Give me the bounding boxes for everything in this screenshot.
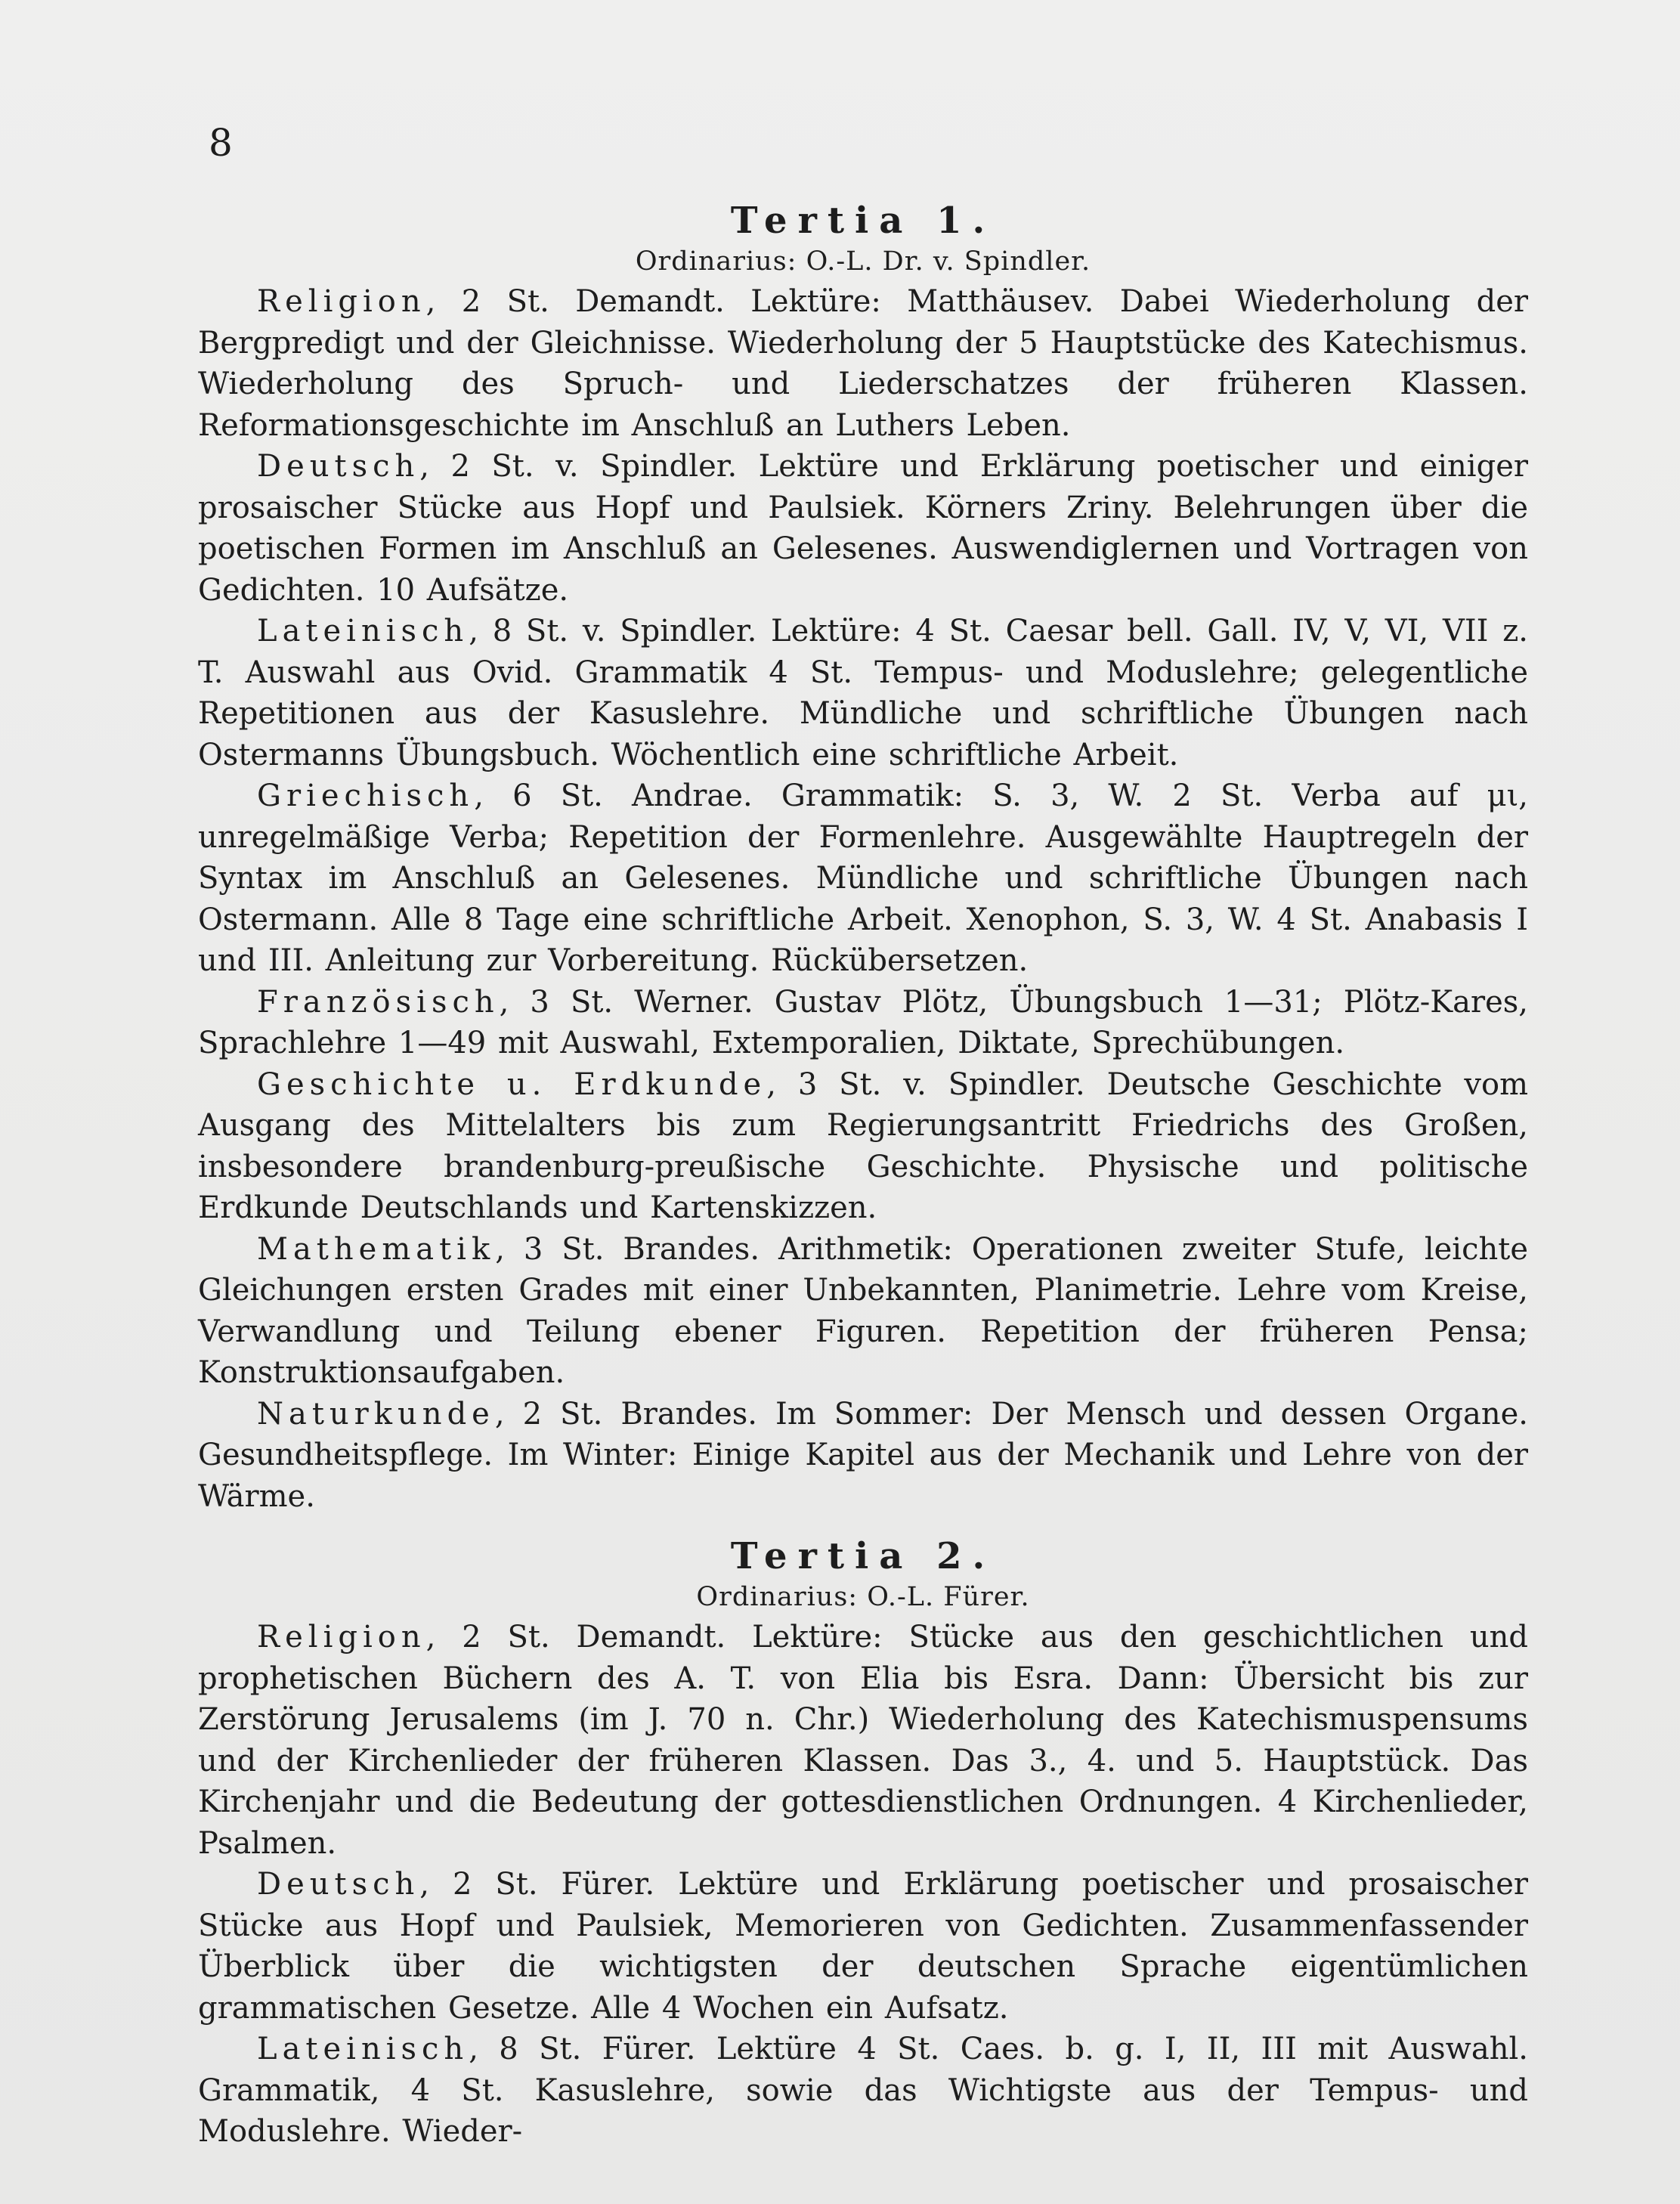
subject-heading: Lateinisch: [257, 2032, 469, 2066]
paragraph-text: , 3 St. Werner. Gustav Plötz, Übungsbuch 1—31; Plötz-Kares, Sprachlehre 1—49 mit Auswahl, Extemporalien, Diktate, Sprechübungen.: [198, 984, 1528, 1060]
page-content: [198, 198, 1528, 2153]
subject-heading: Deutsch: [257, 449, 420, 484]
page-number: 8: [209, 121, 233, 165]
subject-heading: Deutsch: [257, 1867, 420, 1902]
paragraph-deutsch: [198, 1864, 1528, 2029]
ordinarius-line: Ordinarius: O.-L. Fürer.: [696, 1582, 1030, 1612]
paragraph-text: , 2 St. Brandes. Im Sommer: Der Mensch und dessen Organe. Gesundheitspflege. Im Winter: Einige Kapitel aus der Mechanik und Lehre von der Wärme.: [198, 1396, 1528, 1514]
section-title: Tertia 2.: [730, 1535, 996, 1577]
paragraph-text: , 3 St. Brandes. Arithmetik: Operationen zweiter Stufe, leichte Gleichungen ersten Grades mit einer Unbekannten, Planimetrie. Lehre vom Kreise, Verwandlung und Teilung ebener Figuren. Repetition der früheren Pensa; Konstruktionsaufgaben.: [198, 1231, 1528, 1390]
paragraph-mathematik: [198, 1229, 1528, 1394]
paragraph-geschichte-erdkunde: [198, 1064, 1528, 1229]
paragraph-religion: [198, 1617, 1528, 1864]
section-tertia-1: [198, 198, 1528, 1517]
paragraph-griechisch: [198, 775, 1528, 982]
paragraph-lateinisch: [198, 611, 1528, 775]
paragraph-deutsch: [198, 446, 1528, 611]
paragraph-lateinisch: [198, 2029, 1528, 2153]
paragraph-text: , 2 St. v. Spindler. Lektüre und Erklärung poetischer und einiger prosaischer Stücke aus Hopf und Paulsiek. Körners Zriny. Belehrungen über die poetischen Formen im Anschluß an Gelesenes. Auswendiglernen und Vortragen von Gedichten. 10 Aufsätze.: [198, 449, 1528, 608]
paragraph-text: , 2 St. Demandt. Lektüre: Stücke aus den geschichtlichen und prophetischen Büchern des A. T. von Elia bis Esra. Dann: Übersicht bis zur Zerstörung Jerusalems (im J. 70 n. Chr.) Wiederholung des Katechismuspensums und der Kirchenlieder der früheren Klassen. Das 3., 4. und 5. Hauptstück. Das Kirchenjahr und die Bedeutung der gottesdienstlichen Ordnungen. 4 Kirchenlieder, Psalmen.: [198, 1620, 1528, 1861]
paragraph-franzoesisch: [198, 982, 1528, 1064]
subject-heading: Religion: [257, 284, 426, 319]
subject-heading: Französisch: [257, 984, 500, 1020]
paragraph-text: , 2 St. Fürer. Lektüre und Erklärung poetischer und prosaischer Stücke aus Hopf und Paulsiek, Memorieren von Gedichten. Zusammenfassender Überblick über die wichtigsten der deutschen Sprache eigentümlichen grammatischen Gesetze. Alle 4 Wochen ein Aufsatz.: [198, 1867, 1528, 2026]
paragraph-religion: [198, 281, 1528, 446]
paragraph-text: , 2 St. Demandt. Lektüre: Matthäusev. Dabei Wiederholung der Bergpredigt und der Gleichnisse. Wiederholung der 5 Hauptstücke des Katechismus. Wiederholung des Spruch- und Liederschatzes der früheren Klassen. Reformationsgeschichte im Anschluß an Luthers Leben.: [198, 284, 1528, 443]
subject-heading: Religion: [257, 1620, 426, 1655]
subject-heading: Griechisch: [257, 779, 475, 813]
paragraph-text: , 8 St. v. Spindler. Lektüre: 4 St. Caesar bell. Gall. IV, V, VI, VII z. T. Auswahl aus Ovid. Grammatik 4 St. Tempus- und Moduslehre; gelegentliche Repetitionen aus der Kasuslehre. Mündliche und schriftliche Übungen nach Ostermanns Übungsbuch. Wöchentlich eine schriftliche Arbeit.: [198, 614, 1528, 772]
paragraph-text: , 8 St. Fürer. Lektüre 4 St. Caes. b. g. I, II, III mit Auswahl. Grammatik, 4 St. Kasuslehre, sowie das Wichtigste aus der Tempus- und Moduslehre. Wieder-: [198, 2032, 1528, 2149]
paragraph-text: , 3 St. v. Spindler. Deutsche Geschichte vom Ausgang des Mittelalters bis zum Regierungsantritt Friedrichs des Großen, insbesondere brandenburg-preußische Geschichte. Physische und politische Erdkunde Deutschlands und Kartenskizzen.: [198, 1066, 1528, 1225]
section-title: Tertia 1.: [730, 200, 996, 242]
subject-heading: Geschichte u. Erdkunde: [257, 1066, 767, 1102]
section-tertia-2: [198, 1534, 1528, 2153]
paragraph-text: , 6 St. Andrae. Grammatik: S. 3, W. 2 St. Verba auf μι, unregelmäßige Verba; Repetition der Formenlehre. Ausgewählte Hauptregeln der Syntax im Anschluß an Gelesenes. Mündliche und schriftliche Übungen nach Ostermann. Alle 8 Tage eine schriftliche Arbeit. Xenophon, S. 3, W. 4 St. Anabasis I und III. Anleitung zur Vorbereitung. Rückübersetzen.: [198, 779, 1528, 978]
ordinarius-line: Ordinarius: O.-L. Dr. v. Spindler.: [635, 246, 1091, 277]
subject-heading: Mathematik: [257, 1231, 496, 1267]
subject-heading: Lateinisch: [257, 614, 469, 649]
subject-heading: Naturkunde: [257, 1396, 495, 1432]
paragraph-naturkunde: [198, 1394, 1528, 1518]
